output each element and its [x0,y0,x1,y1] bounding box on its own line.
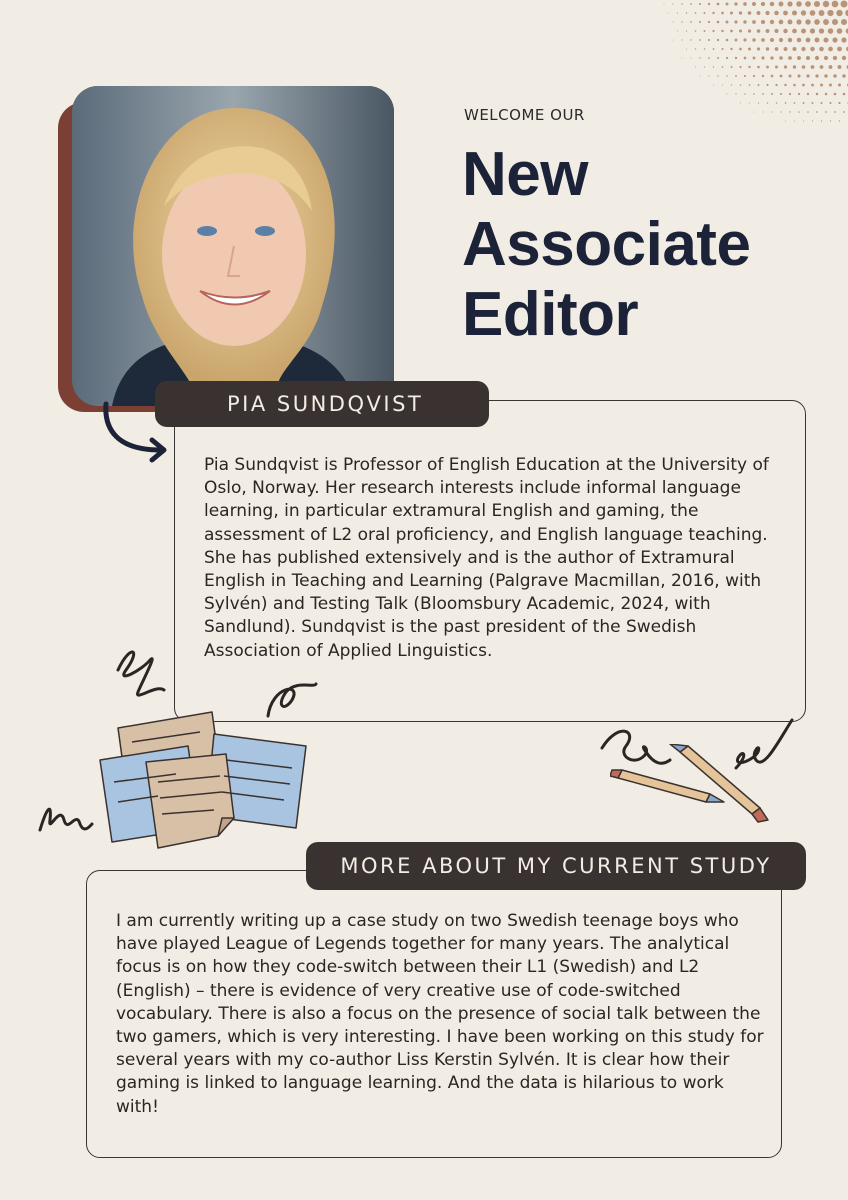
halftone-dot [766,84,768,86]
halftone-dot [837,47,842,52]
halftone-dot [832,1,839,8]
halftone-dot [735,93,736,94]
halftone-dot [762,75,764,77]
halftone-dot [806,38,811,43]
halftone-dot [757,29,761,33]
halftone-dot [708,3,710,5]
halftone-dot [770,20,774,24]
halftone-dot [748,29,751,32]
halftone-dot [819,47,824,52]
halftone-dot [789,93,791,95]
halftone-dot [758,102,759,103]
halftone-dot [770,2,775,7]
halftone-dot [788,20,793,25]
halftone-dot [810,10,816,16]
halftone-dot [825,111,827,113]
halftone-dot [811,84,814,87]
halftone-dot [829,102,831,104]
halftone-dot [704,30,706,32]
halftone-dot [695,48,696,49]
halftone-dot [814,19,820,25]
halftone-dot [703,12,705,14]
halftone-dot [695,30,697,32]
halftone-dot [801,10,806,15]
halftone-dot [810,47,814,51]
halftone-dot [780,111,781,112]
halftone-dot [722,84,723,85]
halftone-dot [700,76,701,77]
halftone-dot [787,1,792,6]
halftone-dots-decoration [660,0,848,130]
halftone-dot [796,1,802,7]
halftone-dot [717,57,719,59]
halftone-dot [721,48,723,50]
halftone-dot [734,20,737,23]
halftone-dot [721,30,723,32]
halftone-dot [841,37,846,42]
halftone-dot [730,12,733,15]
name-tab: PIA SUNDQVIST [155,381,489,427]
halftone-dot [792,47,796,51]
halftone-dot [743,20,747,24]
halftone-dot [690,21,692,23]
halftone-dot [713,66,714,67]
halftone-dot [779,38,783,42]
halftone-dot [761,20,765,24]
halftone-dot [739,66,741,68]
halftone-dot [664,4,665,5]
halftone-dot [731,66,733,68]
halftone-dot [784,84,786,86]
halftone-dot [699,39,701,41]
halftone-dot [681,39,682,40]
squiggle-icon [112,640,172,710]
halftone-dot [842,56,846,60]
halftone-dot [802,84,805,87]
halftone-dot [774,11,779,16]
halftone-dot [726,39,729,42]
pencils-icon [610,744,780,828]
halftone-dot [681,3,682,4]
curved-arrow-icon [96,400,176,470]
halftone-dot [819,10,825,16]
halftone-dot [801,47,805,51]
halftone-dot [824,74,827,77]
halftone-dot [762,111,763,112]
halftone-dot [758,84,760,86]
page-title [462,140,750,350]
halftone-dot [803,120,804,121]
halftone-dot [748,48,751,51]
halftone-dot [668,13,669,14]
halftone-dot [780,93,782,95]
halftone-dot [708,39,710,41]
halftone-dot [776,102,778,104]
halftone-dot [766,47,769,50]
title-line-2: Associate [462,210,751,279]
halftone-dot [730,30,733,33]
halftone-dot [807,93,809,95]
halftone-dot [749,84,751,86]
halftone-dot [820,84,823,87]
halftone-dot [797,38,802,43]
halftone-dot [740,103,741,104]
halftone-dot [793,65,796,68]
halftone-dot [820,65,824,69]
halftone-dot [734,2,737,5]
halftone-dot [708,57,710,59]
halftone-dot [785,121,786,122]
halftone-dot [739,29,742,32]
halftone-dot [753,75,755,77]
halftone-dot [833,56,837,60]
halftone-dot [810,28,815,33]
halftone-dot [743,38,746,41]
halftone-dot [726,21,729,24]
halftone-dot [753,93,755,95]
halftone-dot [721,12,724,15]
halftone-dot [722,66,724,68]
halftone-dot [792,29,797,34]
halftone-dot [749,102,750,103]
halftone-dot [829,84,832,87]
title-line-3: Editor [462,280,639,349]
halftone-dot [743,2,747,6]
halftone-dot [744,57,747,60]
study-heading-tab: MORE ABOUT MY CURRENT STUDY [306,842,806,890]
halftone-dot [690,3,692,5]
halftone-dot [834,111,836,113]
halftone-dot [827,10,833,16]
halftone-dot [828,47,833,52]
sticky-notes-icon [96,706,310,856]
halftone-dot [839,120,840,121]
halftone-dot [740,84,742,86]
halftone-dot [739,48,742,51]
halftone-dot [775,84,777,86]
halftone-dot [784,65,787,68]
halftone-dot [796,19,801,24]
halftone-dot [798,111,800,113]
halftone-dot [748,66,750,68]
halftone-dot [748,11,752,15]
halftone-dot [686,12,687,13]
halftone-dot [811,65,815,69]
halftone-dot [754,112,755,113]
halftone-dot [673,40,674,41]
halftone-dot [838,65,842,69]
halftone-dot [824,56,828,60]
halftone-dot [771,75,774,78]
halftone-dot [695,67,696,68]
halftone-dot [725,2,728,5]
halftone-dot [783,29,787,33]
halftone-dot [806,56,810,60]
halftone-dot [794,121,795,122]
halftone-dot [780,75,783,78]
halftone-dot [836,10,842,16]
halftone-dot [834,93,837,96]
halftone-dot [713,48,715,50]
halftone-dot [789,75,792,78]
halftone-dot [792,10,797,15]
halftone-dot [838,102,840,104]
halftone-dot [784,47,788,51]
halftone-dot [677,12,678,13]
halftone-dot [717,21,720,24]
halftone-dot [744,75,746,77]
halftone-dot [766,66,769,69]
halftone-dot [783,11,788,16]
halftone-dot [779,56,783,60]
halftone-dot [843,111,845,113]
halftone-dot [761,2,765,6]
halftone-dot [744,93,745,94]
halftone-dot [686,30,687,31]
halftone-dot [789,111,790,112]
halftone-dot [735,39,738,42]
halftone-dot [779,2,784,7]
halftone-dot [717,39,719,41]
halftone-dot [785,102,787,104]
halftone-dot [794,102,796,104]
halftone-dot [798,93,800,95]
halftone-dot [815,56,819,60]
halftone-dot [806,74,809,77]
halftone-dot [757,47,760,50]
halftone-dot [735,57,737,59]
halftone-dot [837,28,843,34]
halftone-dot [708,21,710,23]
halftone-dot [825,93,828,96]
halftone-dot [801,29,806,34]
halftone-dot [708,75,709,76]
halftone-dot [774,29,778,33]
halftone-dot [695,12,697,14]
halftone-dot [752,38,755,41]
halftone-dot [832,37,837,42]
halftone-dot [797,56,801,60]
halftone-dot [690,39,691,40]
halftone-dot [713,85,714,86]
halftone-dot [726,75,728,77]
bio-text: Pia Sundqvist is Professor of English Education at the University of Oslo, Norway. Her research interests include informal language learning, in particular extramural English and gaming, the assessment of L2 oral proficiency, and English language teaching. She has published extensively and is the author of Extramural English in Teaching and Learning (Palgrave Macmillan, 2016, with Sylvén) and Testing Talk (Bloomsbury Academic, 2024, with Sandlund). Sundqvist is the past president of the Swedish Association of Applied Linguistics. [204,455,769,661]
halftone-dot [828,28,834,34]
halftone-dot [805,19,810,24]
halftone-dot [779,20,784,25]
halftone-dot [829,65,833,69]
halftone-dot [838,83,841,86]
halftone-dot [672,3,673,4]
title-line-1: New [462,140,588,209]
halftone-dot [712,30,714,32]
halftone-dot [788,38,792,42]
squiggle-icon [36,790,96,840]
halftone-dot [797,74,800,77]
halftone-dot [672,21,673,22]
halftone-dot [712,12,714,14]
halftone-dot [812,120,813,121]
halftone-dot [767,102,768,103]
halftone-dot [788,56,792,60]
halftone-dot [765,11,769,15]
halftone-dot [704,66,705,67]
halftone-dot [816,93,819,96]
halftone-dot [704,48,706,50]
halftone-dot [812,102,814,104]
halftone-dot [815,74,818,77]
halftone-dot [761,56,764,59]
halftone-dot [841,19,847,25]
halftone-dot [681,21,682,22]
halftone-dot [833,74,836,77]
halftone-dot [717,3,720,6]
halftone-dot [761,38,765,42]
halftone-dot [823,19,829,25]
halftone-dot [821,120,822,121]
halftone-dot [816,111,818,113]
halftone-dot [677,31,678,32]
profile-photo [72,86,394,406]
halftone-dot [699,57,700,58]
halftone-dot [753,57,756,60]
halftone-dot [775,47,779,51]
halftone-dot [832,19,838,25]
halftone-dot [766,29,770,33]
halftone-dot [843,93,846,96]
halftone-dot [726,57,728,59]
halftone-dot [830,120,831,121]
halftone-dot [820,102,822,104]
halftone-dot [699,21,701,23]
halftone-dot [823,1,829,7]
halftone-dot [770,38,774,42]
halftone-dot [682,58,683,59]
halftone-dot [819,28,824,33]
halftone-dot [775,65,778,68]
halftone-dot [771,111,772,112]
halftone-dot [752,2,756,6]
halftone-dot [735,75,737,77]
halftone-dot [842,74,846,78]
halftone-dot [699,3,701,5]
halftone-dot [823,37,828,42]
halftone-dot [771,93,773,95]
halftone-dot [815,38,820,43]
halftone-dot [807,111,809,113]
study-text: I am currently writing up a case study on two Swedish teenage boys who have played League of Legends together for many years. The analytical focus is on how they code-switch between their L1 (Swedish) and L2 (English) – there is evidence of very creative use of code-switched vocabulary. There is also a focus on the presence of social talk between the two gamers, which is very interesting. I have been working on this study for several years with my co-author Liss Kerstin Sylvén. It is clear how their gaming is linked to language learning. And the data is hilarious to work with! [116,911,764,1117]
eyebrow-text: WELCOME OUR [464,106,585,124]
halftone-dot [793,84,796,87]
halftone-dot [757,66,760,69]
halftone-dot [814,1,820,7]
halftone-dot [730,48,732,50]
halftone-dot [757,11,761,15]
halftone-dot [805,1,811,7]
halftone-dot [752,20,756,24]
halftone-dot [841,1,848,8]
halftone-dot [739,11,742,14]
halftone-dot [802,65,806,69]
halftone-dot [770,56,773,59]
halftone-dot [717,75,718,76]
halftone-dot [803,102,805,104]
halftone-dot [726,93,727,94]
halftone-dot [686,49,687,50]
halftone-dot [762,93,764,95]
halftone-dot [690,57,691,58]
halftone-dot [731,84,732,85]
